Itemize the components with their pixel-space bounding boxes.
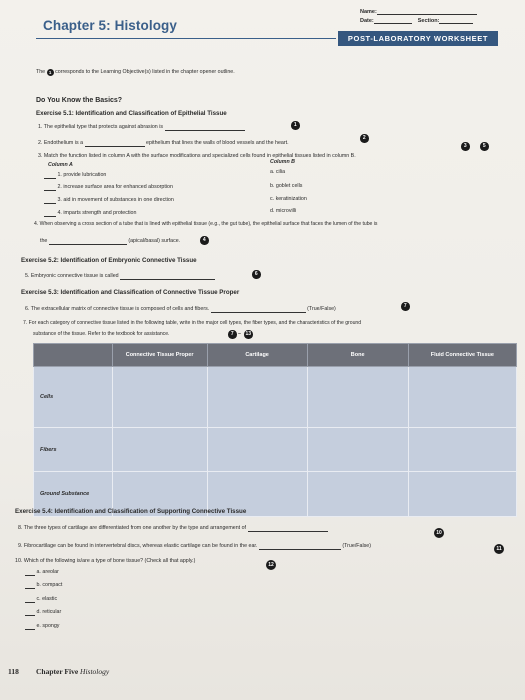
question-6: [25, 306, 336, 313]
date-field[interactable]: [374, 23, 412, 24]
option-item: [25, 582, 62, 589]
question-6-blank[interactable]: [211, 307, 306, 313]
question-8-text: 8. The three types of cartilage are differentiated from one another by the type and arrangement of: [18, 525, 247, 531]
footer-chapter-label: Chapter Five: [36, 667, 79, 676]
table-row: [34, 367, 517, 428]
intro-prefix: The: [36, 69, 46, 75]
name-date-section-block: [360, 6, 477, 24]
table-header-cell: Cartilage: [207, 344, 307, 367]
answer-cell[interactable]: [307, 367, 408, 428]
question-3: 3. Match the function listed in column A with the surface modifications and specialized cells found in epithelial tissues listed in column B.: [38, 153, 356, 159]
question-4-line-1: 4. When observing a cross section of a tube that is lined with epithelial tissue (e.g., the gut tube), the epithelial surface that faces the lumen of the tube is: [34, 221, 378, 227]
question-9-blank[interactable]: [259, 544, 341, 550]
table-header-row: [34, 344, 517, 367]
option-item: [25, 609, 61, 616]
objective-badge: 3: [461, 142, 470, 151]
row-label: Cells: [34, 367, 113, 428]
checkbox-blank[interactable]: [25, 597, 35, 603]
column-a-item: [44, 184, 173, 191]
answer-cell[interactable]: [112, 367, 207, 428]
exercise-5-2-heading: Exercise 5.2: Identification of Embryonic Connective Tissue: [21, 257, 197, 264]
option-label: e. spongy: [36, 623, 60, 629]
exercise-5-3-heading: Exercise 5.3: Identification and Classification of Connective Tissue Proper: [21, 289, 240, 296]
question-1-blank[interactable]: [165, 125, 245, 131]
table-header-cell: Bone: [307, 344, 408, 367]
answer-cell[interactable]: [112, 428, 207, 472]
basics-heading: Do You Know the Basics?: [36, 97, 123, 104]
page-number: 118: [8, 667, 19, 676]
answer-cell[interactable]: [408, 367, 516, 428]
question-4-the: the: [40, 238, 48, 244]
name-label: Name:: [360, 9, 377, 15]
question-4-blank[interactable]: [49, 239, 127, 245]
section-label: Section:: [417, 18, 440, 24]
footer-chapter: [36, 667, 109, 676]
post-lab-banner: POST-LABORATORY WORKSHEET: [338, 31, 498, 46]
question-6-text: 6. The extracellular matrix of connective tissue is composed of cells and fibers.: [25, 306, 210, 312]
question-9: [18, 543, 371, 550]
objective-badge: 6: [252, 270, 261, 279]
column-a-title: Column A: [48, 162, 73, 168]
column-a-item: [44, 197, 174, 204]
question-1-text: 1. The epithelial type that protects against abrasion is: [38, 124, 164, 130]
question-9-true-false: (True/False): [342, 543, 372, 549]
intro-text: corresponds to the Learning Objective(s) listed in the chapter opener outline.: [55, 69, 235, 75]
question-5: [25, 273, 215, 280]
option-label: b. compact: [36, 582, 63, 588]
column-a-text: 2. increase surface area for enhanced absorption: [57, 184, 173, 190]
question-9-text: 9. Fibrocartilage can be found in intervertebral discs, whereas elastic cartilage can be found in the ear.: [18, 543, 258, 549]
column-a-text: 1. provide lubrication: [57, 172, 107, 178]
table-header-cell: [34, 344, 113, 367]
checkbox-blank[interactable]: [25, 610, 35, 616]
checkbox-blank[interactable]: [25, 624, 35, 630]
question-10: 10. Which of the following is/are a type of bone tissue? (Check all that apply.): [15, 558, 196, 564]
exercise-5-1-heading: Exercise 5.1: Identification and Classification of Epithelial Tissue: [36, 110, 227, 117]
question-5-text: 5. Embryonic connective tissue is called: [25, 273, 119, 279]
objective-badge: 4: [200, 236, 209, 245]
objective-badge: 11: [494, 544, 504, 554]
objective-badge: 12: [266, 560, 276, 570]
column-b-item: a. cilia: [270, 169, 286, 175]
table-header-cell: Fluid Connective Tissue: [408, 344, 516, 367]
option-label: a. areolar: [36, 569, 59, 575]
question-6-true-false: (True/False): [307, 306, 336, 312]
checkbox-blank[interactable]: [25, 583, 35, 589]
option-item: [25, 623, 59, 630]
footer-chapter-title: Histology: [80, 667, 110, 676]
checkbox-blank[interactable]: [25, 570, 35, 576]
row-label: Ground Substance: [34, 472, 113, 517]
question-2-text-start: 2. Endothelium is a: [38, 140, 84, 146]
question-8-blank[interactable]: [248, 526, 328, 532]
column-a-item: [44, 210, 136, 217]
badge-dash: –: [238, 331, 241, 337]
question-8: [18, 525, 328, 532]
page-title: Chapter 5: Histology: [43, 18, 178, 33]
objective-badge: 1: [47, 69, 54, 76]
question-1: [38, 124, 245, 131]
column-a-text: 3. aid in movement of substances in one direction: [57, 197, 174, 203]
date-label: Date:: [360, 18, 374, 24]
question-2-text-end: epithelium that lines the walls of blood vessels and the heart.: [146, 140, 289, 146]
header-rule: [36, 38, 336, 39]
question-2-blank[interactable]: [85, 141, 145, 147]
question-7-line-2: substance of the tissue. Refer to the textbook for assistance.: [33, 331, 170, 337]
option-item: [25, 569, 59, 576]
name-field[interactable]: [377, 14, 477, 15]
answer-cell[interactable]: [408, 428, 516, 472]
option-label: c. elastic: [36, 596, 58, 602]
answer-cell[interactable]: [207, 428, 307, 472]
objective-badge: 10: [434, 528, 444, 538]
column-a-text: 4. imparts strength and protection: [57, 210, 137, 216]
question-5-blank[interactable]: [120, 274, 215, 280]
question-2: [38, 140, 289, 147]
answer-cell[interactable]: [207, 367, 307, 428]
section-field[interactable]: [439, 23, 473, 24]
column-b-item: b. goblet cells: [270, 183, 303, 189]
column-b-item: d. microvilli: [270, 208, 297, 214]
intro-line: [36, 68, 235, 76]
answer-cell[interactable]: [307, 428, 408, 472]
match-blank[interactable]: [44, 173, 56, 179]
column-a-item: [44, 172, 106, 179]
column-b-item: c. keratinization: [270, 196, 307, 202]
objective-badge: 2: [360, 134, 369, 143]
objective-badge: 13: [245, 331, 252, 338]
question-7-line-1: 7. For each category of connective tissue listed in the following table, write in the major cell types, the fiber types, and the characteristics of the ground: [23, 320, 362, 326]
answer-cell[interactable]: [408, 472, 516, 517]
match-blank[interactable]: [44, 198, 56, 204]
objective-badge: 1: [291, 121, 300, 130]
match-blank[interactable]: [44, 185, 56, 191]
option-item: [25, 596, 57, 603]
match-blank[interactable]: [44, 211, 56, 217]
row-label: Fibers: [34, 428, 113, 472]
table-header-cell: Connective Tissue Proper: [112, 344, 207, 367]
objective-badge: 7: [401, 302, 410, 311]
objective-badge: 5: [480, 142, 489, 151]
option-label: d. reticular: [36, 609, 62, 615]
exercise-5-4-heading: Exercise 5.4: Identification and Classification of Supporting Connective Tissue: [15, 508, 247, 515]
objective-badge: 7: [228, 330, 237, 339]
table-row: [34, 428, 517, 472]
connective-tissue-table: [33, 343, 517, 517]
question-4-line-2: [40, 238, 180, 245]
question-4-end: (apical/basal) surface.: [128, 238, 181, 244]
column-b-title: Column B: [270, 159, 296, 165]
answer-cell[interactable]: [307, 472, 408, 517]
